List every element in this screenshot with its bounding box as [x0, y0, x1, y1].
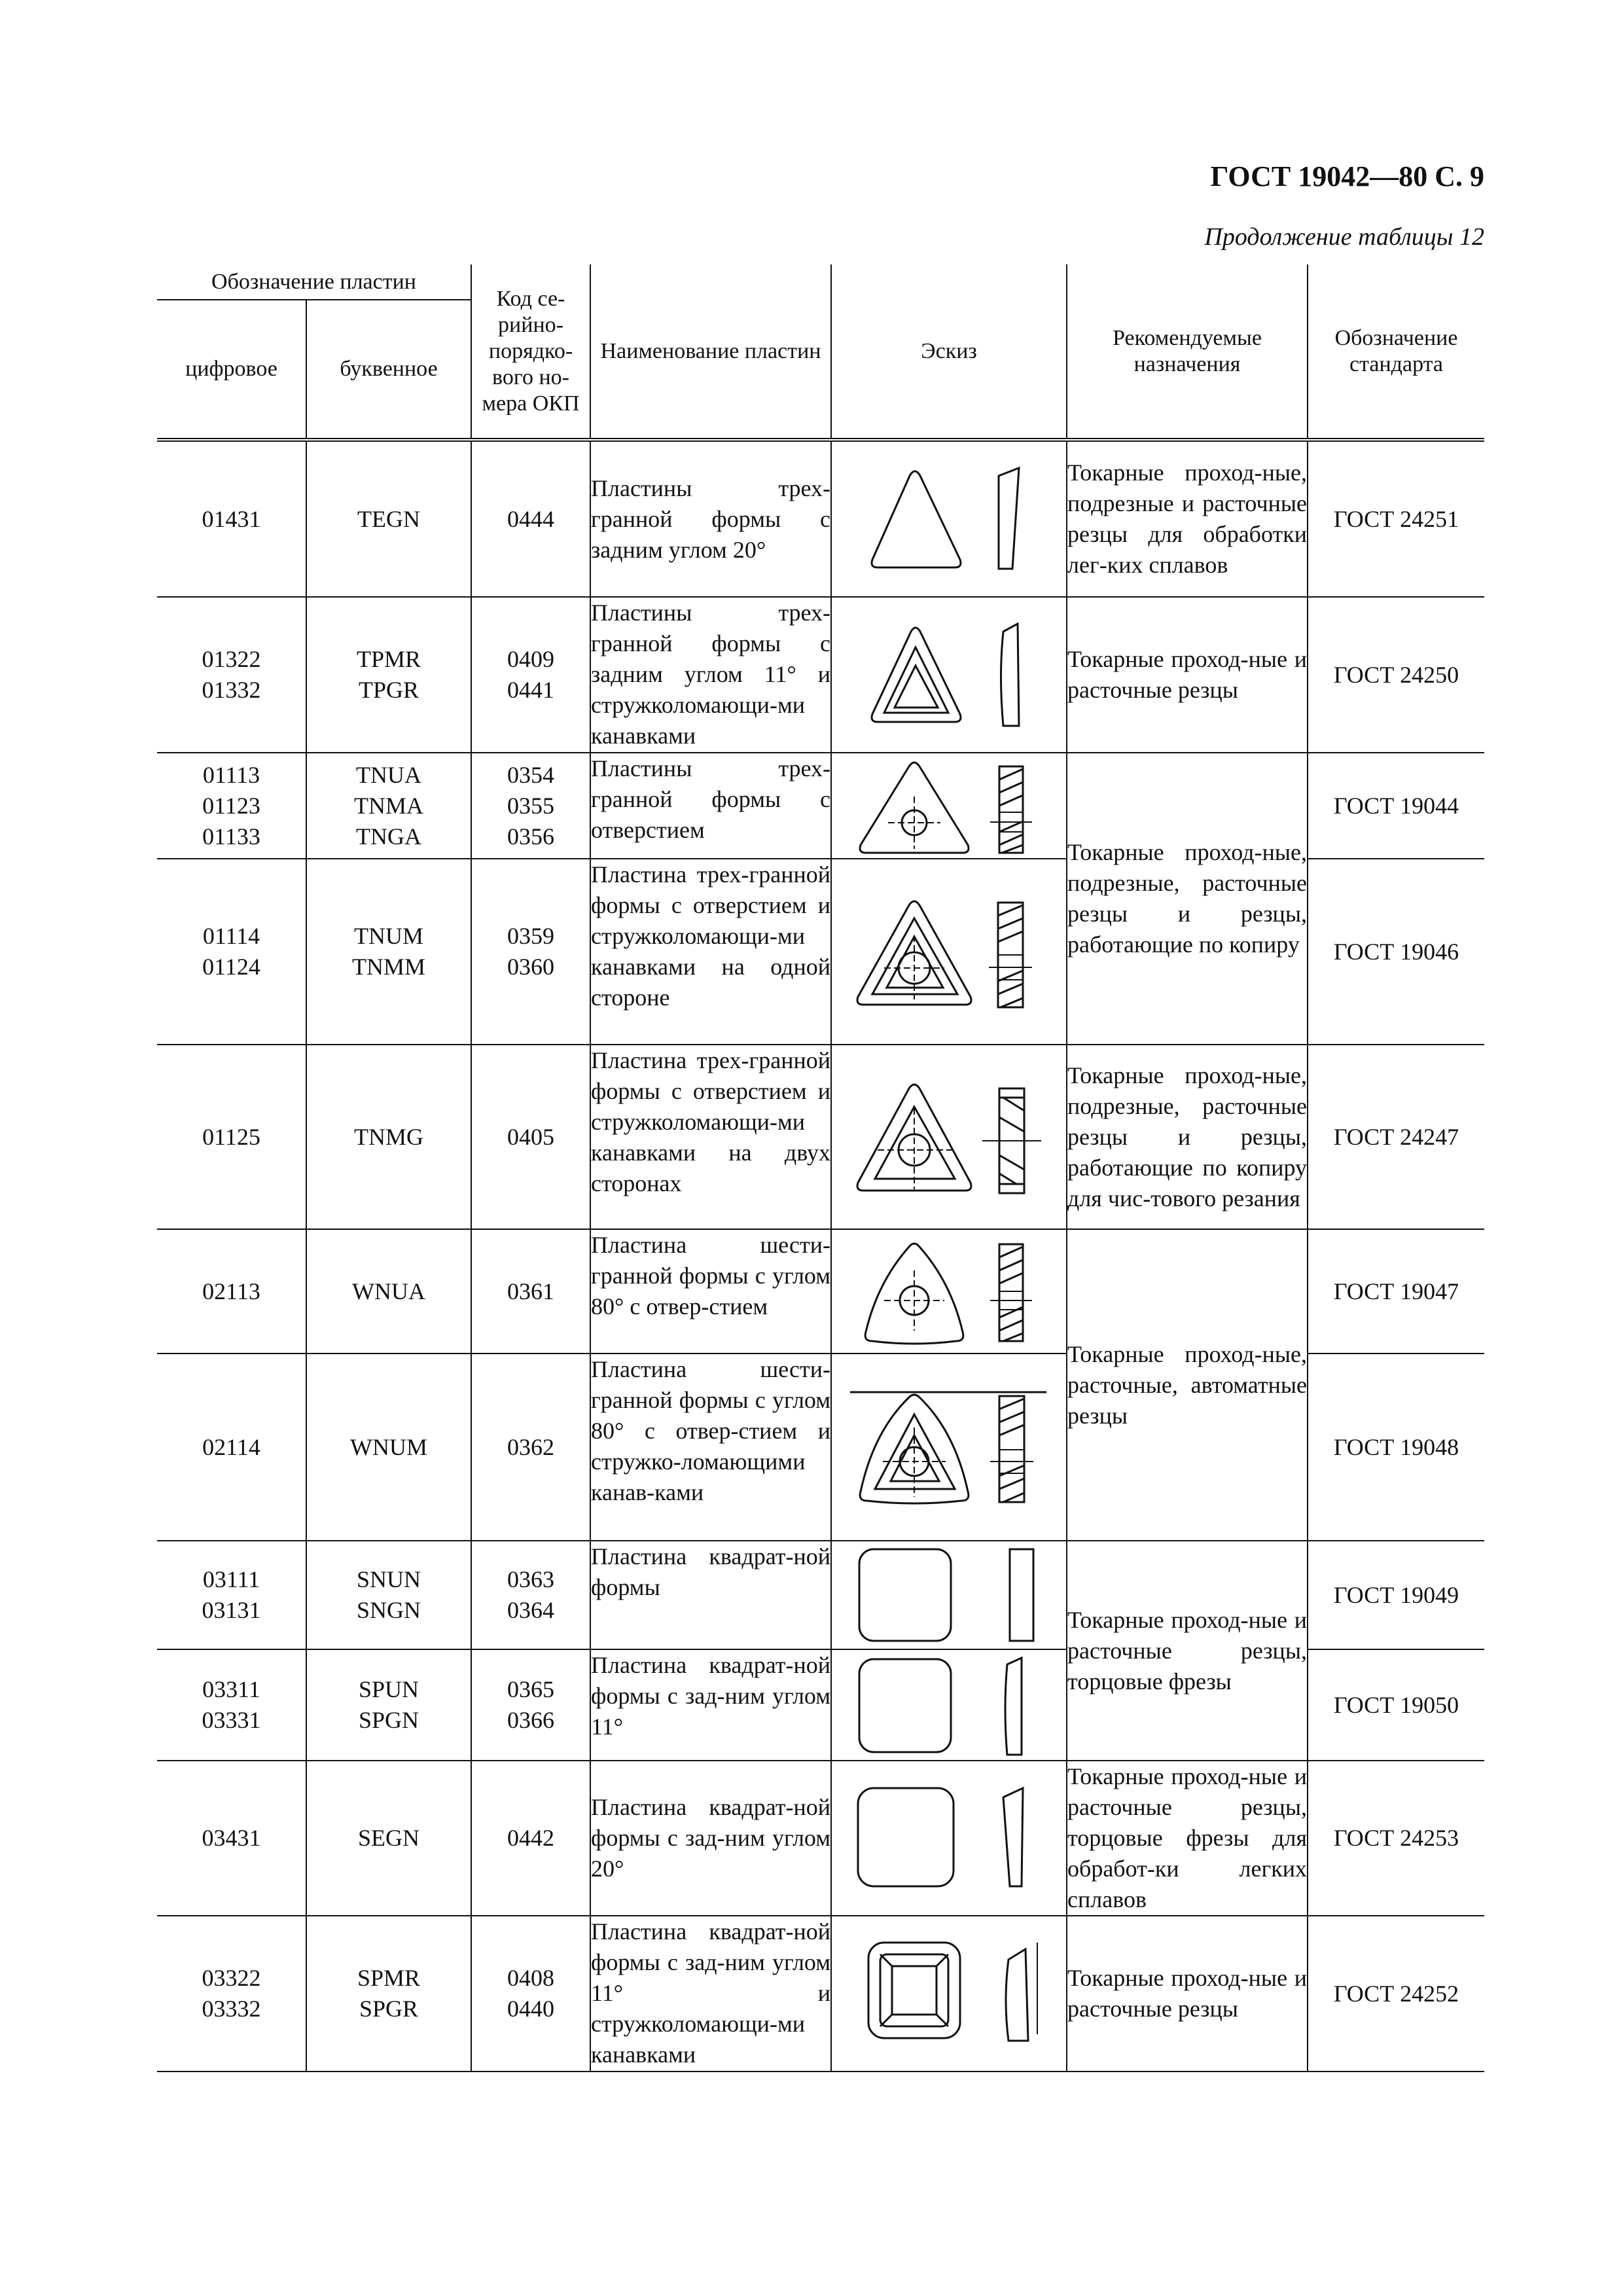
okp-code-cell: 0363 0364	[471, 1541, 590, 1649]
standard-cell: ГОСТ 19044	[1308, 753, 1484, 859]
okp-code-cell: 0444	[471, 440, 590, 597]
purpose-cell: Токарные проход-ные и расточные резцы, торцовые фрезы для обработ-ки легких сплавов	[1067, 1761, 1308, 1916]
digital-code-cell: 03431	[157, 1761, 306, 1916]
okp-code-cell: 0408 0440	[471, 1916, 590, 2072]
letter-code-cell: SNUN SNGN	[306, 1541, 471, 1649]
okp-code-cell: 0354 0355 0356	[471, 753, 590, 859]
insert-name-cell: Пластина трех-гранной формы с отверстием и стружколомающи-ми канавками на одной стороне	[590, 859, 831, 1045]
letter-code-cell: TNUM TNMM	[306, 859, 471, 1045]
triangle-insert-chipbreaker-icon	[831, 597, 1067, 753]
standard-cell: ГОСТ 19046	[1308, 859, 1484, 1045]
okp-code-cell: 0362	[471, 1354, 590, 1541]
digital-code-cell: 03311 03331	[157, 1649, 306, 1761]
column-header-digital: цифровое	[157, 300, 306, 440]
digital-code-cell: 01322 01332	[157, 597, 306, 753]
insert-name-cell: Пластина шести-гранной формы с углом 80° с отвер-стием и стружко-ломающими канав-ками	[590, 1354, 831, 1541]
okp-code-cell: 0365 0366	[471, 1649, 590, 1761]
letter-code-cell: WNUA	[306, 1229, 471, 1354]
triangle-insert-hole-double-chipbreaker-icon	[831, 1045, 1067, 1229]
okp-code-cell: 0405	[471, 1045, 590, 1229]
insert-name-cell: Пластины трех-гранной формы с отверстием	[590, 753, 831, 859]
column-header-sketch: Эскиз	[831, 264, 1067, 440]
square-insert-clearance-icon	[831, 1649, 1067, 1761]
trigon-insert-hole-icon	[831, 1229, 1067, 1354]
table-row	[157, 1045, 1484, 1229]
okp-code-cell: 0442	[471, 1761, 590, 1916]
standard-cell: ГОСТ 19047	[1308, 1229, 1484, 1354]
letter-code-cell: SEGN	[306, 1761, 471, 1916]
table-row	[157, 753, 1484, 859]
digital-code-cell: 01114 01124	[157, 859, 306, 1045]
table-row	[157, 1761, 1484, 1916]
column-header-purpose: Рекомендуемые назначения	[1067, 264, 1308, 440]
table-row	[157, 1229, 1484, 1354]
letter-code-cell: TEGN	[306, 440, 471, 597]
insert-name-cell: Пластина квадрат-ной формы с зад-ним углом 20°	[590, 1761, 831, 1916]
purpose-cell: Токарные проход-ные, подрезные, расточные резцы и резцы, работающие по копиру	[1067, 753, 1308, 1045]
purpose-cell: Токарные проход-ные, подрезные и расточные резцы для обработки лег-ких сплавов	[1067, 440, 1308, 597]
column-header-group: Обозначение пластин	[157, 264, 471, 300]
letter-code-cell: TPMR TPGR	[306, 597, 471, 753]
purpose-cell: Токарные проход-ные и расточные резцы	[1067, 1916, 1308, 2072]
purpose-cell: Токарные проход-ные, подрезные, расточные резцы и резцы, работающие по копиру для чис-тового резания	[1067, 1045, 1308, 1229]
standard-cell: ГОСТ 24250	[1308, 597, 1484, 753]
okp-code-cell: 0409 0441	[471, 597, 590, 753]
letter-code-cell: TNMG	[306, 1045, 471, 1229]
table-row	[157, 597, 1484, 753]
insert-name-cell: Пластина трех-гранной формы с отверстием и стружколомающи-ми канавками на двух сторонах	[590, 1045, 831, 1229]
digital-code-cell: 01431	[157, 440, 306, 597]
square-insert-clearance-20-icon	[831, 1761, 1067, 1916]
standard-cell: ГОСТ 24253	[1308, 1761, 1484, 1916]
digital-code-cell: 02113	[157, 1229, 306, 1354]
trigon-insert-hole-chipbreaker-icon	[831, 1354, 1067, 1541]
digital-code-cell: 01113 01123 01133	[157, 753, 306, 859]
column-header-code: Код се-рийно-порядко-вого но-мера ОКП	[471, 264, 590, 440]
table-row	[157, 440, 1484, 597]
triangle-insert-hole-icon	[831, 753, 1067, 859]
purpose-cell: Токарные проход-ные, расточные, автоматные резцы	[1067, 1229, 1308, 1541]
digital-code-cell: 01125	[157, 1045, 306, 1229]
insert-name-cell: Пластина квадрат-ной формы	[590, 1541, 831, 1649]
letter-code-cell: WNUM	[306, 1354, 471, 1541]
insert-name-cell: Пластины трех-гранной формы с задним углом 20°	[590, 440, 831, 597]
table-continuation-caption: Продолжение таблицы 12	[1204, 223, 1484, 251]
triangle-insert-icon	[831, 440, 1067, 597]
page-header-title: ГОСТ 19042—80 С. 9	[1210, 160, 1484, 192]
standard-cell: ГОСТ 24247	[1308, 1045, 1484, 1229]
digital-code-cell: 03111 03131	[157, 1541, 306, 1649]
letter-code-cell: SPMR SPGR	[306, 1916, 471, 2072]
standard-cell: ГОСТ 24251	[1308, 440, 1484, 597]
insert-name-cell: Пластина квадрат-ной формы с зад-ним углом 11° и стружколомающи-ми канавками	[590, 1916, 831, 2072]
standard-cell: ГОСТ 19050	[1308, 1649, 1484, 1761]
column-header-standard: Обозначение стандарта	[1308, 264, 1484, 440]
okp-code-cell: 0361	[471, 1229, 590, 1354]
insert-name-cell: Пластины трех-гранной формы с задним углом 11° и стружколомающи-ми канавками	[590, 597, 831, 753]
table-row	[157, 1916, 1484, 2072]
column-header-letter: буквенное	[306, 300, 471, 440]
inserts-table	[157, 264, 1484, 2072]
digital-code-cell: 02114	[157, 1354, 306, 1541]
insert-name-cell: Пластина шести-гранной формы с углом 80° с отвер-стием	[590, 1229, 831, 1354]
column-header-name: Наименование пластин	[590, 264, 831, 440]
standard-cell: ГОСТ 19048	[1308, 1354, 1484, 1541]
letter-code-cell: SPUN SPGN	[306, 1649, 471, 1761]
insert-name-cell: Пластина квадрат-ной формы с зад-ним углом 11°	[590, 1649, 831, 1761]
triangle-insert-hole-chipbreaker-icon	[831, 859, 1067, 1045]
square-insert-icon	[831, 1541, 1067, 1649]
okp-code-cell: 0359 0360	[471, 859, 590, 1045]
purpose-cell: Токарные проход-ные и расточные резцы, торцовые фрезы	[1067, 1541, 1308, 1761]
square-insert-chipbreaker-icon	[831, 1916, 1067, 2072]
standard-cell: ГОСТ 19049	[1308, 1541, 1484, 1649]
digital-code-cell: 03322 03332	[157, 1916, 306, 2072]
purpose-cell: Токарные проход-ные и расточные резцы	[1067, 597, 1308, 753]
standard-cell: ГОСТ 24252	[1308, 1916, 1484, 2072]
letter-code-cell: TNUA TNMA TNGA	[306, 753, 471, 859]
table-row	[157, 1541, 1484, 1649]
